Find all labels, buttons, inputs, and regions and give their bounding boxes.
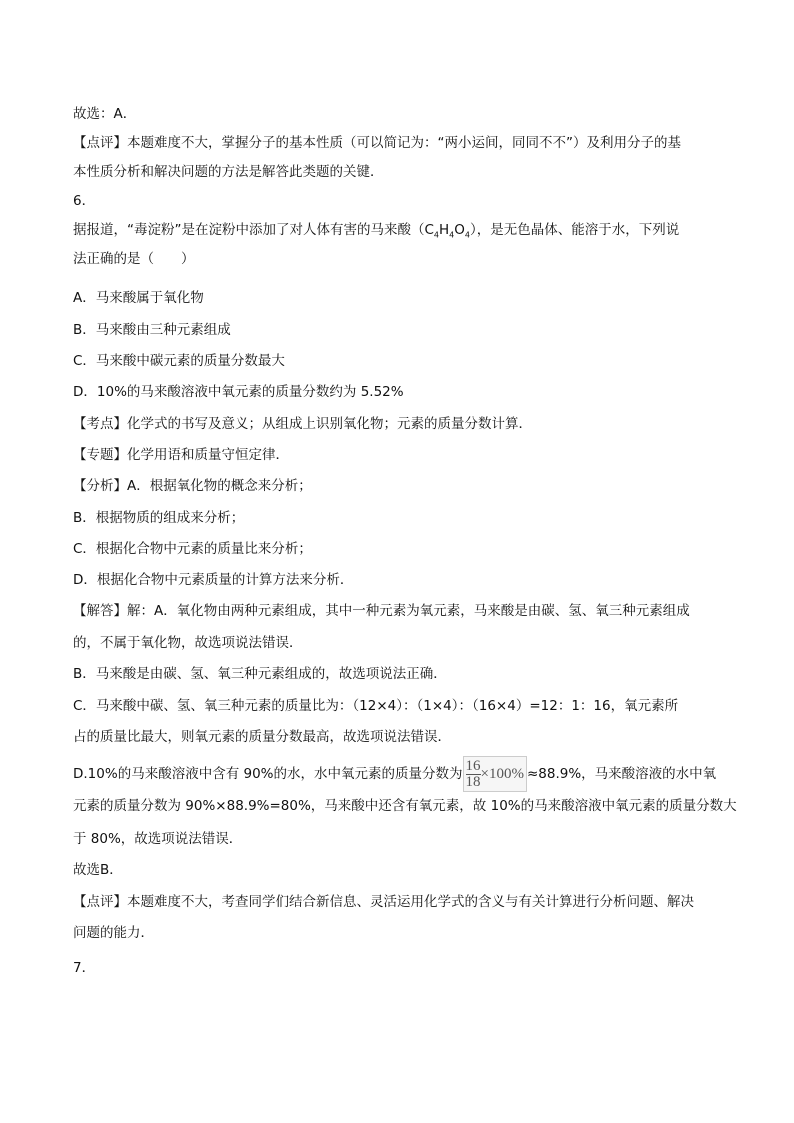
comment-line: 本性质分析和解决问题的方法是解答此类题的关键． [73, 164, 384, 180]
comment-line: 问题的能力． [73, 925, 154, 941]
solution-line: 于 80%，故选项说法错误． [73, 831, 243, 847]
analysis-line: 【分析】A．根据氧化物的概念来分析； [73, 478, 312, 494]
solution-line: B．马来酸是由碳、氢、氧三种元素组成的，故选项说法正确． [73, 666, 447, 682]
solution-line: 元素的质量分数为 90%×88.9%=80%，马来酸中还含有氧元素，故 10%的马来酸溶液中氧元素的质量分数大 [73, 798, 737, 814]
analysis-line: C．根据化合物中元素的质量比来分析； [73, 541, 312, 557]
subscript: 4 [433, 230, 440, 240]
stem-text: 据报道，“毒淀粉”是在淀粉中添加了对人体有害的马来酸（C [73, 222, 434, 238]
solution-text: D.10%的马来酸溶液中含有 90%的水，水中氧元素的质量分数为 [73, 766, 463, 782]
question-stem [73, 221, 679, 245]
solution-line: 占的质量比最大，则氧元素的质量分数最高，故选项说法错误． [73, 729, 451, 745]
denominator: 18 [465, 774, 481, 791]
comment-line: 【点评】本题难度不大，考查同学们结合新信息、灵活运用化学式的含义与有关计算进行分析问题、解决 [73, 894, 694, 910]
fraction-formula [463, 756, 527, 792]
question-stem: 法正确的是（ ） [73, 251, 195, 267]
special-line: 【专题】化学用语和质量守恒定律． [73, 447, 289, 463]
numerator: 16 [465, 758, 481, 775]
answer-line: 故选B． [73, 862, 123, 878]
answer-line: 故选：A． [73, 106, 137, 122]
solution-line: 的，不属于氧化物，故选项说法错误． [73, 635, 303, 651]
multiplier: ×100% [480, 766, 524, 782]
analysis-line: D．根据化合物中元素质量的计算方法来分析． [73, 572, 354, 588]
solution-line: C．马来酸中碳、氢、氧三种元素的质量比为：（12×4）：（1×4）：（16×4）=12：1：16，氧元素所 [73, 698, 679, 714]
stem-text: ），是无色晶体、能溶于水，下列说 [470, 222, 680, 238]
topic-line: 【考点】化学式的书写及意义；从组成上识别氧化物；元素的质量分数计算． [73, 416, 532, 432]
option-d: D．10%的马来酸溶液中氧元素的质量分数约为 5.52% [73, 384, 404, 400]
subscript: 4 [464, 230, 470, 240]
subscript: 4 [449, 230, 455, 240]
option-a: A．马来酸属于氧化物 [73, 290, 204, 306]
option-c: C．马来酸中碳元素的质量分数最大 [73, 353, 285, 369]
option-b: B．马来酸由三种元素组成 [73, 322, 231, 338]
comment-line: 【点评】本题难度不大，掌握分子的基本性质（可以简记为：“两小运间，同同不不”）及利用分子的基 [73, 135, 681, 151]
question-number: 6． [73, 193, 96, 209]
solution-line: 【解答】解：A．氧化物由两种元素组成，其中一种元素为氧元素，马来酸是由碳、氢、氧三种元素组成 [73, 603, 690, 619]
solution-text: ≈88.9%，马来酸溶液的水中氧 [526, 766, 717, 782]
stem-text: O [454, 222, 465, 238]
question-number: 7． [73, 960, 96, 976]
solution-line [73, 756, 716, 792]
analysis-line: B．根据物质的组成来分析； [73, 510, 245, 526]
stem-text: H [439, 222, 450, 238]
